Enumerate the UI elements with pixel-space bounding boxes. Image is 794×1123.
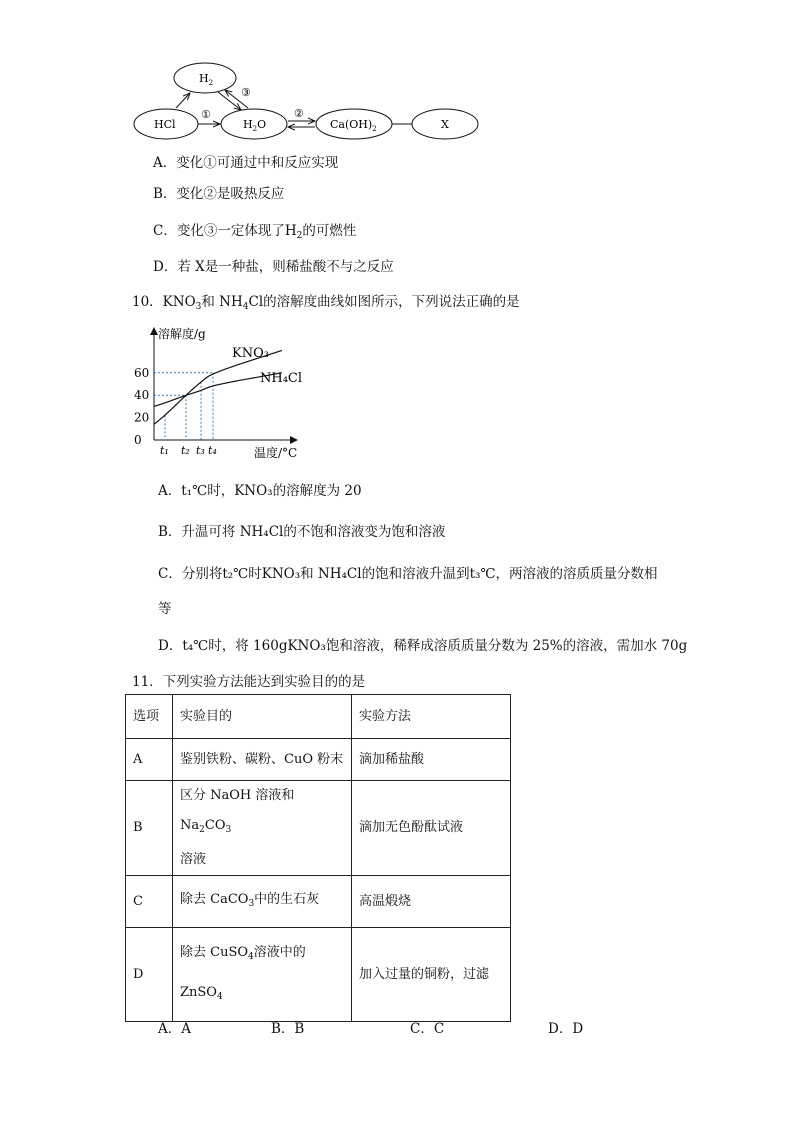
row-b-purpose: 区分 NaOH 溶液和 $Na_2CO_3$ 溶液 bbox=[173, 781, 352, 876]
arrow-2-label: ② bbox=[294, 107, 304, 120]
row-b-method: 滴加无色酚酞试液 bbox=[352, 781, 511, 876]
q11-answer-b: B．B bbox=[271, 1021, 305, 1037]
series-kno3-label: KNO₃ bbox=[232, 346, 269, 361]
x-axis-label: 温度/°C bbox=[254, 446, 298, 460]
table-row bbox=[126, 876, 511, 928]
x-tick-1: t₁ bbox=[160, 444, 169, 457]
row-a-purpose: 鉴别铁粉、碳粉、CuO 粉末 bbox=[173, 739, 352, 781]
q11-table bbox=[125, 694, 511, 1022]
table-header-row bbox=[126, 695, 511, 739]
row-d-method: 加入过量的铜粉，过滤 bbox=[352, 928, 511, 1022]
q9-option-d: D．若 X是一种盐，则稀盐酸不与之反应 bbox=[153, 259, 394, 275]
q9-option-b: B．变化②是吸热反应 bbox=[153, 186, 285, 202]
header-method: 实验方法 bbox=[352, 695, 511, 739]
q9-option-a: A．变化①可通过中和反应实现 bbox=[153, 155, 339, 171]
node-h2o-label: $H_2O$ bbox=[243, 118, 267, 133]
q10-option-d: D．t₄℃时，将 160gKNO₃饱和溶液，稀释成溶质质量分数为 25%的溶液，需加水 70g bbox=[158, 638, 688, 654]
q10-option-c-line2: 等 bbox=[158, 601, 172, 617]
solubility-chart bbox=[132, 322, 312, 467]
reaction-diagram bbox=[128, 58, 488, 148]
node-hcl-label: HCl bbox=[154, 118, 176, 131]
series-nh4cl-label: NH₄Cl bbox=[260, 371, 303, 386]
node-h2o bbox=[221, 109, 287, 139]
q9-option-c: C．变化③一定体现了$H_2$的可燃性 bbox=[153, 223, 357, 241]
q10-stem: 10．$KNO_3$和 $NH_4Cl$的溶解度曲线如图所示，下列说法正确的是 bbox=[132, 294, 520, 312]
table-row bbox=[126, 739, 511, 781]
y-tick-60: 60 bbox=[134, 365, 150, 380]
row-a-option: A bbox=[126, 739, 173, 781]
row-b-option: B bbox=[126, 781, 173, 876]
q10-option-c-line1: C．分别将t₂℃时KNO₃和 NH₄Cl的饱和溶液升温到t₃℃，两溶液的溶质质量分数相 bbox=[158, 566, 658, 582]
q11-answer-d: D．D bbox=[548, 1021, 584, 1037]
q11-answer-a: A．A bbox=[158, 1021, 191, 1037]
row-c-option: C bbox=[126, 876, 173, 928]
series-kno3-curve bbox=[154, 350, 282, 424]
table-row bbox=[126, 781, 511, 876]
node-x-label: X bbox=[441, 118, 449, 131]
arrow-3-label: ③ bbox=[241, 86, 251, 99]
x-tick-4: t₄ bbox=[208, 444, 217, 457]
y-tick-40: 40 bbox=[134, 388, 150, 403]
q10-option-b: B．升温可将 NH₄Cl的不饱和溶液变为饱和溶液 bbox=[158, 524, 446, 540]
row-d-purpose: 除去 CuSO$_4$溶液中的 ZnSO$_4$ bbox=[173, 928, 352, 1022]
q11-answer-c: C．C bbox=[410, 1021, 445, 1037]
q11-stem: 11．下列实验方法能达到实验目的的是 bbox=[132, 674, 366, 690]
arrow-1-label: ① bbox=[201, 108, 211, 121]
row-c-method: 高温煅烧 bbox=[352, 876, 511, 928]
table-row bbox=[126, 928, 511, 1022]
node-h2-label: $H_2$ bbox=[199, 72, 214, 87]
row-d-option: D bbox=[126, 928, 173, 1022]
header-option: 选项 bbox=[126, 695, 173, 739]
node-caoh2-label: $Ca(OH)_2$ bbox=[330, 118, 377, 133]
row-a-method: 滴加稀盐酸 bbox=[352, 739, 511, 781]
y-tick-0: 0 bbox=[134, 433, 142, 447]
x-tick-3: t₃ bbox=[196, 444, 205, 457]
q10-option-a: A．t₁℃时，KNO₃的溶解度为 20 bbox=[158, 483, 362, 499]
x-tick-2: t₂ bbox=[181, 444, 190, 457]
y-tick-20: 20 bbox=[134, 410, 150, 425]
row-c-purpose: 除去 CaCO$_3$中的生石灰 bbox=[173, 876, 352, 928]
header-purpose: 实验目的 bbox=[173, 695, 352, 739]
y-axis-label: 溶解度/g bbox=[158, 327, 206, 341]
